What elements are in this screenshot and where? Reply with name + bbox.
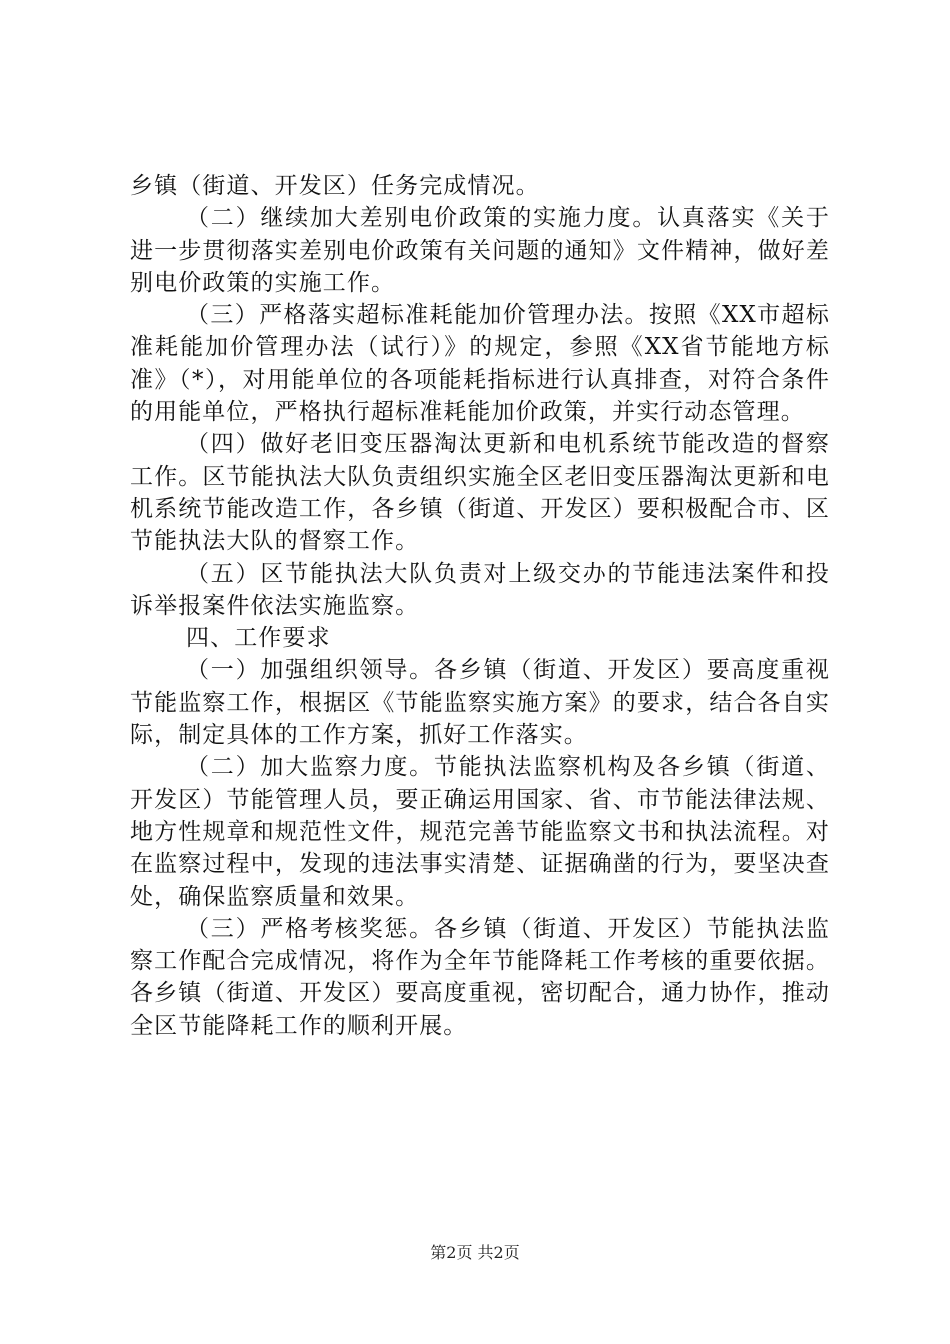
paragraph-item-5-cases: （五）区节能执法大队负责对上级交办的节能违法案件和投诉举报案件依法实施监察。 (130, 560, 830, 619)
section-heading-requirements: 四、工作要求 (186, 625, 331, 652)
page-number-footer: 第2页 共2页 (430, 1243, 520, 1262)
paragraph-item-4-transformer: （四）做好老旧变压器淘汰更新和电机系统节能改造的督察工作。区节能执法大队负责组织实施全区老旧变压器淘汰更新和电机系统节能改造工作，各乡镇（街道、开发区）要积极配合市、区节能执法大队的督察工作。 (130, 431, 830, 555)
paragraph-req-3-assessment: （三）严格考核奖惩。各乡镇（街道、开发区）节能执法监察工作配合完成情况，将作为全年节能降耗工作考核的重要依据。各乡镇（街道、开发区）要高度重视，密切配合，通力协作，推动全区节能降耗工作的顺利开展。 (130, 915, 830, 1039)
paragraph-item-2-price-policy: （二）继续加大差别电价政策的实施力度。认真落实《关于进一步贯彻落实差别电价政策有关问题的通知》文件精神，做好差别电价政策的实施工作。 (130, 205, 830, 296)
paragraph-req-1-leadership: （一）加强组织领导。各乡镇（街道、开发区）要高度重视节能监察工作，根据区《节能监察实施方案》的要求，结合各自实际，制定具体的工作方案，抓好工作落实。 (130, 657, 830, 749)
document-body (130, 170, 830, 1042)
paragraph-item-3-surcharge: （三）严格落实超标准耗能加价管理办法。按照《XX市超标准耗能加价管理办法（试行）》的规定，参照《XX省节能地方标准》（*），对用能单位的各项能耗指标进行认真排查，对符合条件的用能单位，严格执行超标准耗能加价政策，并实行动态管理。 (130, 302, 830, 426)
paragraph-req-2-supervision: （二）加大监察力度。节能执法监察机构及各乡镇（街道、开发区）节能管理人员，要正确运用国家、省、市节能法律法规、地方性规章和规范性文件，规范完善节能监察文书和执法流程。对在监察过程中，发现的违法事实清楚、证据确凿的行为，要坚决查处，确保监察质量和效果。 (130, 754, 830, 910)
paragraph-continuation: 乡镇（街道、开发区）任务完成情况。 (130, 173, 540, 199)
